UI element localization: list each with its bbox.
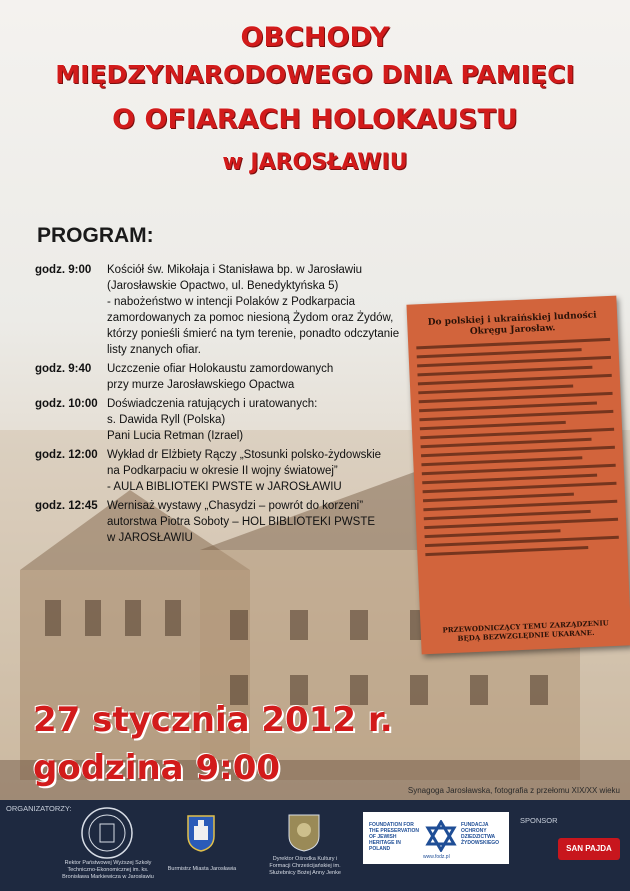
program-line: Wernisaż wystawy „Chasydzi – powrót do korzeni”	[107, 500, 364, 512]
event-hour: godzina 9:00	[33, 748, 281, 788]
program-item	[35, 262, 400, 358]
title-line-4: w JAROSŁAWIU	[222, 150, 408, 175]
title-line-1: OBCHODY	[240, 22, 390, 53]
pwste-seal-icon	[80, 806, 134, 860]
text-line	[418, 374, 612, 385]
program-line: Wykład dr Elżbiety Rączy „Stosunki polsko-żydowskie	[107, 449, 382, 461]
program-line: przy murze Jarosławskiego Opactwa	[107, 379, 295, 391]
text-line	[423, 493, 574, 503]
organizer-1-caption: Rektor Państwowej Wyższej Szkoły Techniczno-Ekonomicznej im. ks. Bronisława Markiewicza w Jarosławiu	[62, 860, 154, 880]
proclamation-footer: PRZEWODNICZĄCY TEMU ZARZĄDZENIU BĘDĄ BEZWZGLĘDNIE UKARANE.	[442, 618, 609, 643]
text-line	[425, 529, 561, 538]
text-line	[417, 348, 582, 358]
text-line	[425, 546, 588, 556]
program-line: Uczczenie ofiar Holokaustu zamordowanych	[107, 363, 334, 375]
program-line: na Podkarpaciu w okresie II wojny światowej”	[107, 465, 338, 477]
event-date: 27 stycznia 2012 r.	[33, 700, 393, 740]
program-line: zamordowanych za pomoc niesioną Żydom oraz Żydów,	[107, 312, 394, 324]
program-line: (Jarosławskie Opactwo, ul. Benedyktyńska 5)	[107, 280, 339, 292]
jaroslaw-coat-of-arms-icon	[186, 814, 216, 852]
fodz-url: www.fodz.pl	[423, 854, 450, 860]
program-time: godz. 10:00	[35, 398, 98, 410]
program-heading: PROGRAM:	[37, 224, 154, 247]
program-item	[35, 361, 380, 393]
fodz-polish-name: FUNDACJA OCHRONY DZIEDZICTWA ŻYDOWSKIEGO	[461, 822, 500, 846]
program-item	[35, 396, 380, 444]
star-of-david-icon	[425, 820, 457, 852]
program-line: Kościół św. Mikołaja i Stanisława bp. w Jarosławiu	[107, 264, 363, 276]
program-description	[107, 396, 317, 444]
text-line	[424, 510, 591, 520]
text-line	[421, 446, 615, 457]
program-time: godz. 12:45	[35, 500, 98, 512]
program-item	[35, 498, 380, 546]
fodz-logo	[363, 812, 509, 864]
program-time: godz. 12:00	[35, 449, 98, 461]
fodz-english-name: FOUNDATION FOR THE PRESERVATION OF JEWISH HERITAGE IN POLAND	[369, 822, 420, 852]
program-line: którzy ponieśli śmierć na tym terenie, ponadto odczytanie	[107, 328, 400, 340]
program-item	[35, 447, 380, 495]
program-description	[107, 447, 381, 495]
text-line	[419, 410, 613, 421]
program-line: - nabożeństwo w intencji Polaków z Podkarpacia	[107, 296, 356, 308]
text-line	[418, 385, 573, 395]
program-line: Doświadczenia ratujących i uratowanych:	[107, 398, 318, 410]
program-line: w JAROSŁAWIU	[107, 532, 193, 544]
proclamation-title: Do polskiej i ukraińskiej ludności Okręgu Jarosław.	[427, 310, 597, 338]
organizer-3-caption: Dyrektor Ośrodka Kultury i Formacji Chrześcijańskiej im. Służebnicy Bożej Anny Jenke	[269, 856, 341, 876]
photo-caption: Synagoga Jarosławska, fotografia z przełomu XIX/XX wieku	[407, 786, 620, 795]
organizers-label: ORGANIZATORZY:	[6, 804, 72, 813]
program-line: autorstwa Piotra Soboty – HOL BIBLIOTEKI PWSTE	[107, 516, 376, 528]
program-time: godz. 9:00	[35, 264, 92, 276]
text-line	[417, 366, 592, 377]
program-description	[107, 498, 375, 546]
text-line	[424, 518, 618, 529]
historical-proclamation	[406, 296, 630, 655]
program-list	[35, 262, 400, 549]
sanpajda-logo: SAN PAJDA	[558, 838, 620, 860]
text-line	[423, 482, 617, 493]
program-line: Pani Lucia Retman (Izrael)	[107, 430, 244, 442]
program-time: godz. 9:40	[35, 363, 92, 375]
text-line	[421, 438, 592, 448]
title-line-3: O OFIARACH HOLOKAUSTU	[112, 104, 518, 135]
text-line	[420, 421, 565, 430]
title-line-2: MIĘDZYNARODOWEGO DNIA PAMIĘCI	[55, 60, 575, 89]
text-line	[422, 474, 597, 485]
program-line: s. Dawida Ryll (Polska)	[107, 414, 226, 426]
program-description	[107, 361, 333, 393]
program-line: - AULA BIBLIOTEKI PWSTE w JAROSŁAWIU	[107, 481, 342, 493]
culture-center-emblem-icon	[286, 812, 322, 852]
program-line: listy znanych ofiar.	[107, 344, 201, 356]
organizer-2-caption: Burmistrz Miasta Jarosławia	[167, 866, 237, 872]
program-description	[107, 262, 399, 358]
text-line	[425, 536, 619, 547]
sponsor-label: SPONSOR	[520, 816, 558, 825]
text-line	[421, 456, 582, 466]
